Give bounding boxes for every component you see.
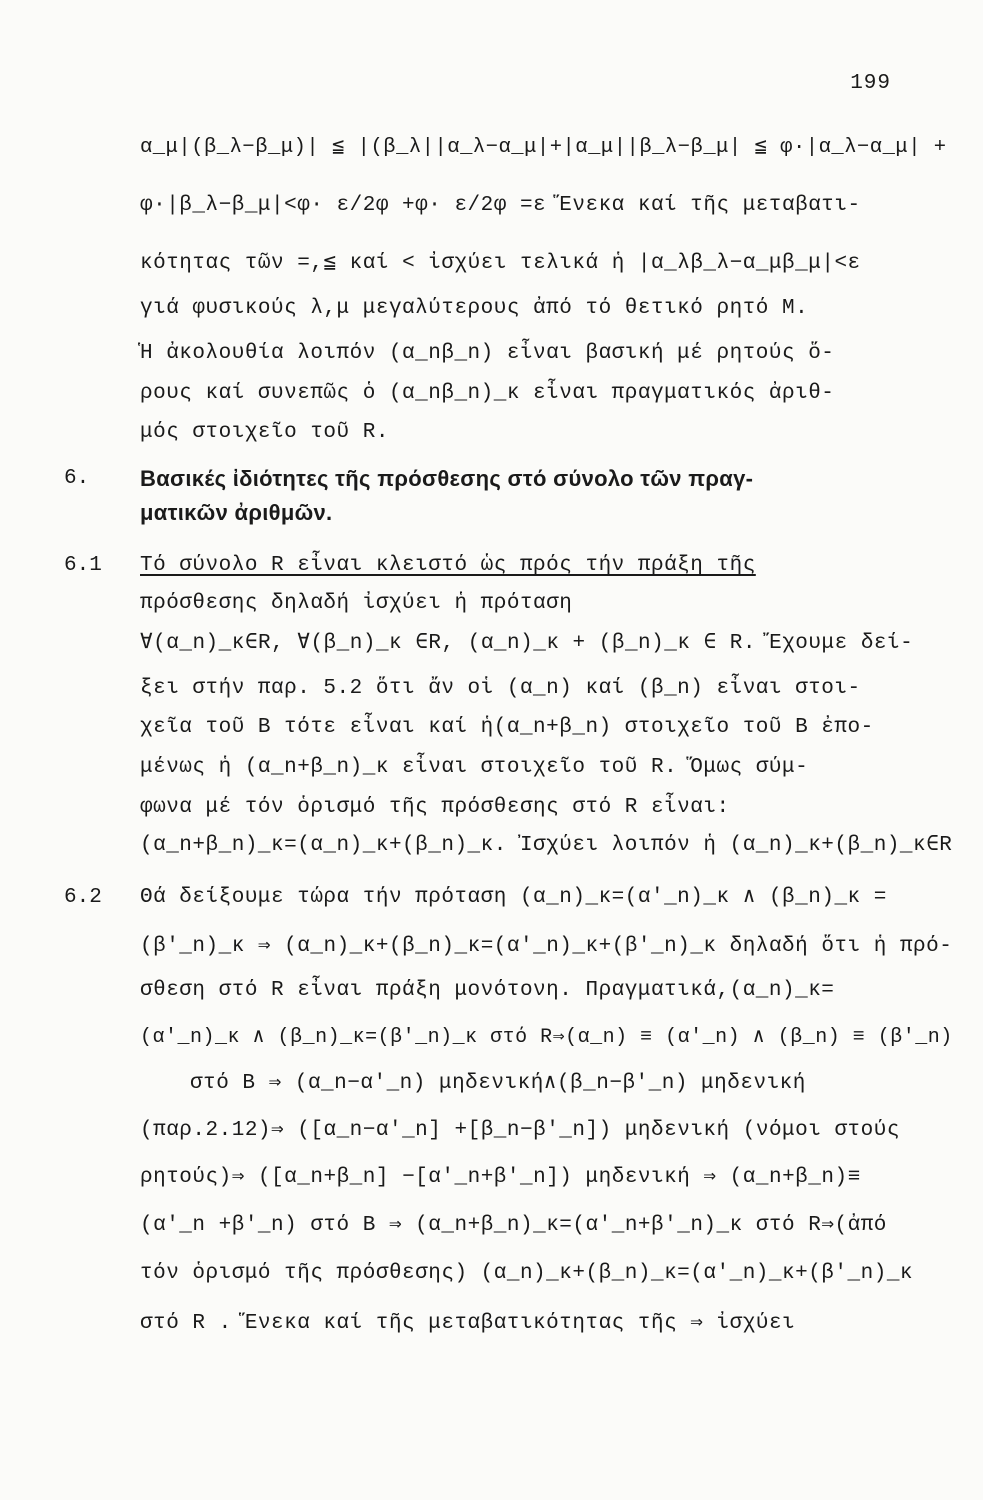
text-line: φ·|β_λ−β_μ|<φ· ε/2φ +φ· ε/2φ =ε Ἕνεκα καί τῆς μεταβατι-: [140, 194, 861, 217]
text-line: (α'_n +β'_n) στό Β ⇒ (α_n+β_n)_κ=(α'_n+β'_n)_κ στό R⇒(ἀπό: [140, 1214, 887, 1237]
text-line: μός στοιχεῖο τοῦ R.: [140, 421, 389, 444]
text-line: ξει στήν παρ. 5.2 ὅτι ἄν οἱ (α_n) καί (β_n) εἶναι στοι-: [140, 677, 861, 700]
section-number: 6.: [64, 467, 90, 490]
subsection-number: 6.2: [64, 886, 102, 909]
page-number: 199: [850, 72, 891, 95]
text-line: κότητας τῶν =,≦ καί < ἰσχύει τελικά ἡ |α_λβ_λ−α_μβ_μ|<ε: [140, 252, 861, 275]
text-line: Τό σύνολο R εἶναι κλειστό ὡς πρός τήν πράξη τῆς: [140, 554, 756, 577]
text-line: (α_n+β_n)_κ=(α_n)_κ+(β_n)_κ. Ἰσχύει λοιπόν ἡ (α_n)_κ+(β_n)_κ∈R: [140, 834, 953, 857]
text-line: Θά δείξουμε τώρα τήν πρόταση (α_n)_κ=(α'_n)_κ ∧ (β_n)_κ =: [140, 886, 887, 909]
text-line: Ἡ ἀκολουθία λοιπόν (α_nβ_n) εἶναι βασική μέ ρητούς ὅ-: [140, 342, 835, 365]
text-line: στό R . Ἕνεκα καί τῆς μεταβατικότητας τῆς ⇒ ἰσχύει: [140, 1312, 796, 1335]
subsection-number: 6.1: [64, 554, 102, 577]
text-line: α_μ|(β_λ−β_μ)| ≦ |(β_λ||α_λ−α_μ|+|α_μ||β_λ−β_μ| ≦ φ·|α_λ−α_μ| +: [140, 136, 947, 159]
text-line: μένως ἡ (α_n+β_n)_κ εἶναι στοιχεῖο τοῦ R. Ὅμως σύμ-: [140, 756, 809, 779]
text-line: χεῖα τοῦ Β τότε εἶναι καί ἡ(α_n+β_n) στοιχεῖο τοῦ Β ἐπο-: [140, 716, 874, 739]
text-line: ∀(α_n)_κ∈R, ∀(β_n)_κ ∈R, (α_n)_κ + (β_n)_κ ∈ R. Ἔχουμε δεί-: [140, 632, 914, 655]
text-line: ρητούς)⇒ ([α_n+β_n] −[α'_n+β'_n]) μηδενική ⇒ (α_n+β_n)≡: [140, 1166, 861, 1189]
text-line: (α'_n)_κ ∧ (β_n)_κ=(β'_n)_κ στό R⇒(α_n) ≡ (α'_n) ∧ (β_n) ≡ (β'_n): [140, 1026, 953, 1049]
text-line: γιά φυσικούς λ,μ μεγαλύτερους ἀπό τό θετικό ρητό Μ.: [140, 297, 809, 320]
text-line: στό Β ⇒ (α_n−α'_n) μηδενική∧(β_n−β'_n) μηδενική: [190, 1072, 806, 1095]
text-line: πρόσθεσης δηλαδή ἰσχύει ἡ πρόταση: [140, 592, 573, 615]
text-line: (παρ.2.12)⇒ ([α_n−α'_n] +[β_n−β'_n]) μηδενική (νόμοι στούς: [140, 1119, 900, 1142]
text-line: (β'_n)_κ ⇒ (α_n)_κ+(β_n)_κ=(α'_n)_κ+(β'_n)_κ δηλαδή ὅτι ἡ πρό-: [140, 935, 953, 958]
section-title: Βασικές ἰδιότητες τῆς πρόσθεσης στό σύνολο τῶν πραγ-: [140, 466, 754, 491]
text-line: ρους καί συνεπῶς ὁ (α_nβ_n)_κ εἶναι πραγματικός ἀριθ-: [140, 382, 835, 405]
text-line: φωνα μέ τόν ὁρισμό τῆς πρόσθεσης στό R εἶναι:: [140, 796, 730, 819]
section-title: ματικῶν ἀριθμῶν.: [140, 500, 333, 525]
text-line: τόν ὁρισμό τῆς πρόσθεσης) (α_n)_κ+(β_n)_κ=(α'_n)_κ+(β'_n)_κ: [140, 1262, 914, 1285]
text-line: σθεση στό R εἶναι πράξη μονότονη. Πραγματικά,(α_n)_κ=: [140, 979, 835, 1002]
